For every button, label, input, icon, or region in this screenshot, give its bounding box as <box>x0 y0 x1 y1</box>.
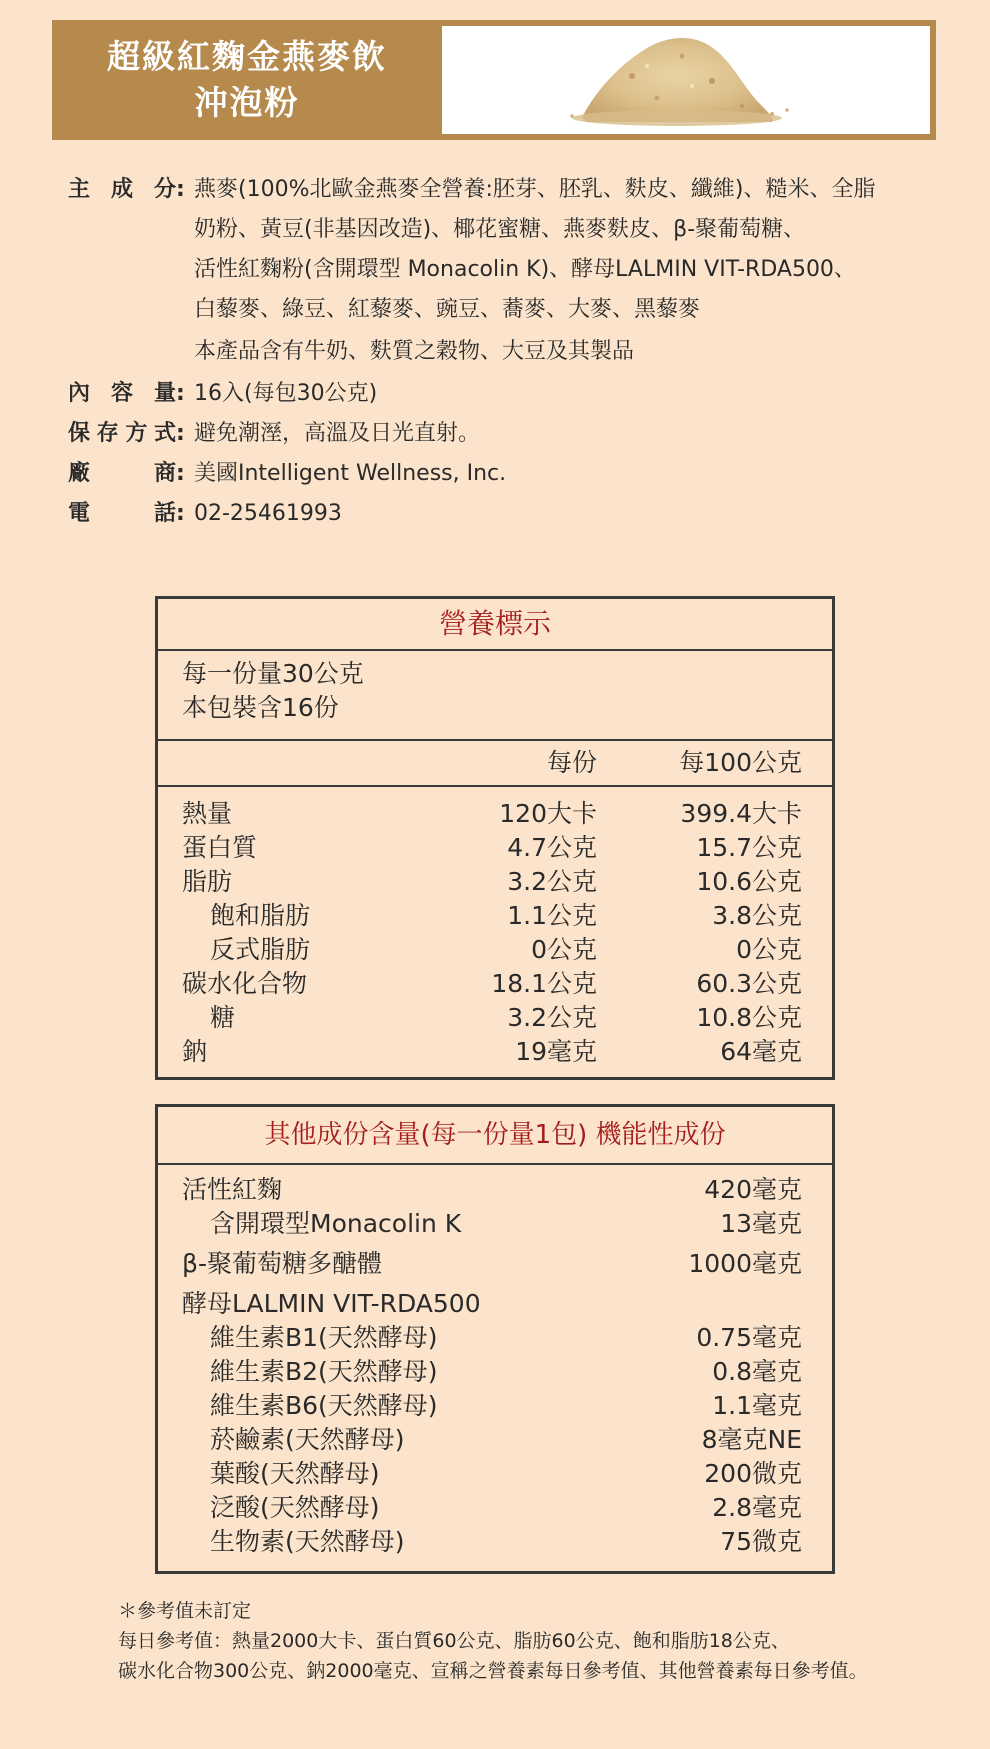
content-value: 16入(每包30公克) <box>194 381 378 406</box>
table-row: 蛋白質 4.7公克 15.7公克 <box>182 833 802 862</box>
maker-label: 廠商 <box>68 461 176 486</box>
product-banner <box>52 20 936 140</box>
maker-row <box>68 454 938 494</box>
product-title-line1: 超級紅麴金燕麥飲 <box>107 37 387 76</box>
ingredients-value <box>194 170 938 372</box>
note-line: ＊參考值未訂定 <box>118 1600 252 1622</box>
nutrition-header-row <box>158 741 832 785</box>
functional-rows <box>158 1165 832 1571</box>
note-line: 每日參考值：熱量2000大卡、蛋白質60公克、脂肪60公克、飽和脂肪18公克、 <box>118 1630 790 1652</box>
oat-powder-image <box>442 26 930 134</box>
ingredients-row <box>68 170 938 372</box>
phone-label: 電話 <box>68 501 176 526</box>
content-label: 內容量 <box>68 381 176 406</box>
table-row: 鈉 19毫克 64毫克 <box>182 1037 802 1066</box>
table-row: 生物素(天然酵母) 75微克 <box>210 1527 802 1556</box>
serving-info <box>158 651 832 739</box>
table-row: 泛酸(天然酵母) 2.8毫克 <box>210 1493 802 1522</box>
table-row: 維生素B2(天然酵母) 0.8毫克 <box>210 1357 802 1386</box>
ingredients-line: 燕麥(100%北歐金燕麥全營養:胚芽、胚乳、麩皮、纖維)、糙米、全脂 <box>194 177 876 202</box>
ingredients-line: 奶粉、黃豆(非基因改造)、椰花蜜糖、燕麥麩皮、β-聚葡萄糖、 <box>194 217 806 242</box>
col-per-serving: 每份 <box>546 748 597 777</box>
content-row <box>68 374 938 414</box>
colon: : <box>176 421 185 446</box>
table-row: 飽和脂肪 1.1公克 3.8公克 <box>210 901 802 930</box>
col-per-100g: 每100公克 <box>679 748 802 777</box>
ingredients-label: 主成分 <box>68 177 176 202</box>
product-info <box>68 170 938 534</box>
table-row: 菸鹼素(天然酵母) 8毫克NE <box>210 1425 802 1454</box>
nutrition-rows <box>158 787 832 1077</box>
note-line: 碳水化合物300公克、鈉2000毫克、宣稱之營養素每日參考值、其他營養素每日參考值。 <box>118 1660 868 1682</box>
table-row: 脂肪 3.2公克 10.6公克 <box>182 867 802 896</box>
servings-per-package: 本包裝含16份 <box>182 693 339 722</box>
functional-ingredients-table <box>155 1104 835 1574</box>
table-row: 活性紅麴 420毫克 <box>182 1175 802 1204</box>
maker-value: 美國Intelligent Wellness, Inc. <box>194 461 507 486</box>
table-row: 糖 3.2公克 10.8公克 <box>210 1003 802 1032</box>
colon: : <box>176 177 185 202</box>
ingredients-line: 活性紅麴粉(含開環型 Monacolin K)、酵母LALMIN VIT-RDA500、 <box>194 257 856 282</box>
nutrition-table <box>155 596 835 1080</box>
product-title <box>52 20 442 140</box>
table-row: 維生素B1(天然酵母) 0.75毫克 <box>210 1323 802 1352</box>
colon: : <box>176 461 185 486</box>
storage-row <box>68 414 938 454</box>
product-title-line2: 沖泡粉 <box>194 83 300 122</box>
storage-value: 避免潮溼，高溫及日光直射。 <box>194 421 481 446</box>
yeast-label-row: 酵母LALMIN VIT-RDA500 <box>182 1289 481 1318</box>
table-row: 碳水化合物 18.1公克 60.3公克 <box>182 969 802 998</box>
colon: : <box>176 501 185 526</box>
table-row: 維生素B6(天然酵母) 1.1毫克 <box>210 1391 802 1420</box>
table-row: β-聚葡萄糖多醣體 1000毫克 <box>182 1249 802 1278</box>
table-row: 葉酸(天然酵母) 200微克 <box>210 1459 802 1488</box>
phone-row <box>68 494 938 534</box>
oat-powder-pile-icon <box>442 26 930 134</box>
storage-label: 保存方式 <box>68 421 176 446</box>
colon: : <box>176 381 185 406</box>
table-row: 反式脂肪 0公克 0公克 <box>210 935 802 964</box>
serving-size: 每一份量30公克 <box>182 659 364 688</box>
functional-title: 其他成份含量(每一份量1包) 機能性成份 <box>264 1120 726 1150</box>
ingredients-line: 白藜麥、綠豆、紅藜麥、豌豆、蕎麥、大麥、黑藜麥 <box>194 297 701 322</box>
table-row: 含開環型Monacolin K 13毫克 <box>210 1209 802 1238</box>
phone-value: 02-25461993 <box>194 501 342 526</box>
allergen-note: 本產品含有牛奶、麩質之穀物、大豆及其製品 <box>194 339 635 364</box>
table-row: 熱量 120大卡 399.4大卡 <box>182 799 802 828</box>
reference-notes <box>118 1596 868 1686</box>
nutrition-title: 營養標示 <box>438 607 551 640</box>
